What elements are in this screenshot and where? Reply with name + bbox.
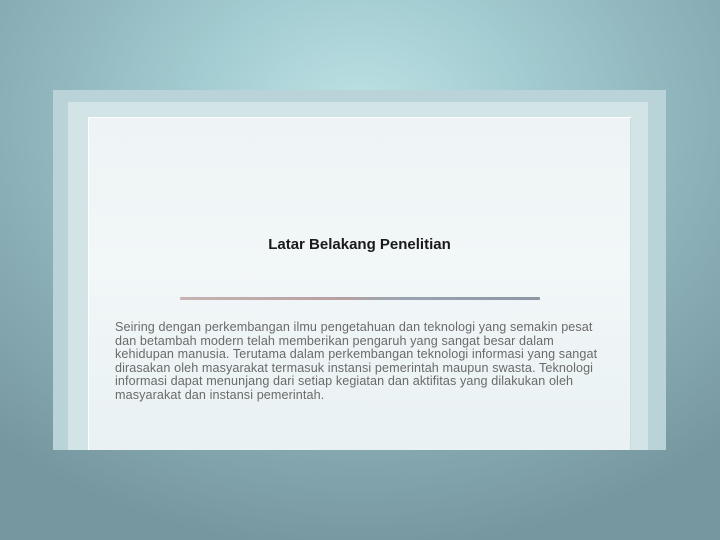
slide-title: Latar Belakang Penelitian [268,236,451,253]
title-divider [180,297,540,300]
slide-body-text: Seiring dengan perkembangan ilmu pengetahuan dan teknologi yang semakin pesat dan betambah modern telah memberikan pengaruh yang sangat besar dalam kehidupan manusia. Terutama dalam perkembangan teknologi informasi yang sangat dirasakan oleh masyarakat termasuk instansi pemerintah maupun swasta. Teknologi informasi dapat menunjang dari setiap kegiatan dan aktifitas yang dilakukan oleh masyarakat dan instansi pemerintah. [115,320,598,402]
